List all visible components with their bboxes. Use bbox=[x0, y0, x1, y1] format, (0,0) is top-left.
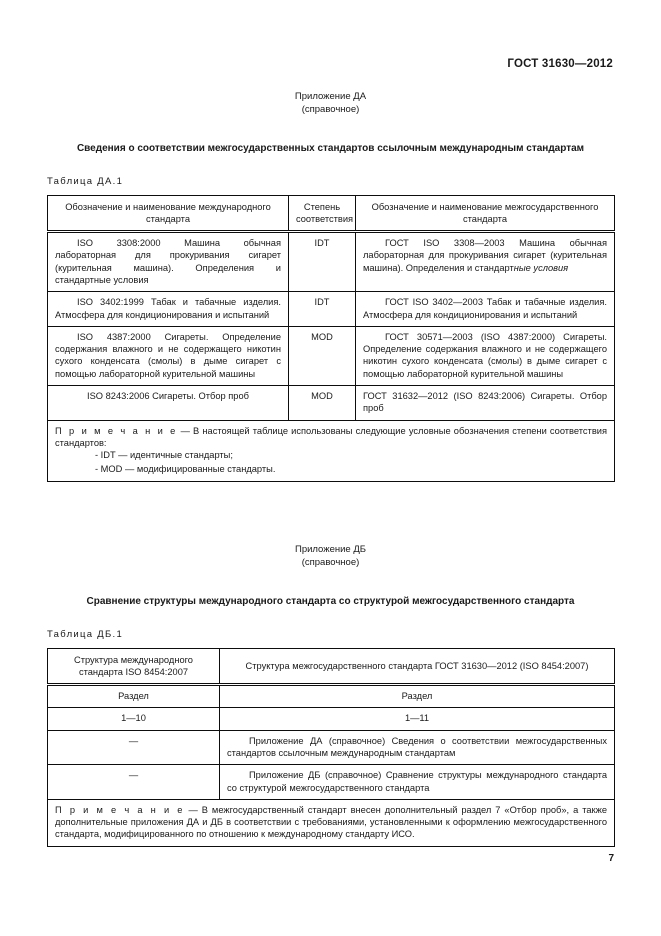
annex-db-caption-line2: (справочное) bbox=[301, 557, 360, 568]
cell-international-structure: — bbox=[48, 765, 220, 800]
column-header-international-standard: Обозначение и наименование международного стандарта bbox=[48, 195, 289, 232]
table-row bbox=[48, 326, 615, 385]
cell-international-structure: 1—10 bbox=[48, 708, 220, 730]
annex-db-table bbox=[47, 648, 615, 847]
cell-degree-of-conformity: MOD bbox=[289, 386, 356, 421]
cell-interstate-standard-italic: ные условия bbox=[513, 262, 569, 273]
cell-international-standard: ISO 8243:2006 Сигареты. Отбор проб bbox=[48, 386, 289, 421]
annex-da-section bbox=[47, 90, 614, 482]
table-row bbox=[48, 765, 615, 800]
cell-interstate-standard-main: ГОСТ ISO 3308—2003 Машина обычная лабораторная для прокуривания сигарет (курительная машина). Определения и стандарт bbox=[363, 238, 607, 273]
cell-interstate-structure: Раздел bbox=[220, 685, 615, 708]
column-header-interstate-structure: Структура межгосударственного стандарта ГОСТ 31630—2012 (ISO 8454:2007) bbox=[220, 648, 615, 685]
page-number: 7 bbox=[608, 853, 614, 864]
table-note-row bbox=[48, 420, 615, 482]
annex-db-caption-line1: Приложение ДБ bbox=[294, 544, 367, 555]
annex-db-table-note bbox=[48, 799, 615, 846]
cell-international-standard: ISO 4387:2000 Сигареты. Определение содержания влажного и не содержащего никотин сухого конденсата (смолы) в дыме сигарет с помощью лабораторной курительной машины bbox=[48, 326, 289, 385]
cell-degree-of-conformity: MOD bbox=[289, 326, 356, 385]
column-header-degree-of-conformity: Степень соответствия bbox=[289, 195, 356, 232]
document-header-standard-number: ГОСТ 31630—2012 bbox=[507, 58, 613, 70]
list-item: - IDT — идентичные стандарты; bbox=[95, 450, 233, 461]
annex-da-caption bbox=[47, 90, 614, 116]
annex-da-title: Сведения о соответствии межгосударственных стандартов ссылочным международным стандартам bbox=[76, 143, 585, 154]
note-heading: П р и м е ч а н и е bbox=[55, 425, 178, 436]
table-row bbox=[48, 685, 615, 708]
table-header-row bbox=[48, 648, 615, 685]
cell-interstate-standard: ГОСТ ISO 3402—2003 Табак и табачные изделия. Атмосфера для кондиционирования и испытаний bbox=[356, 292, 615, 327]
cell-degree-of-conformity: IDT bbox=[289, 232, 356, 292]
annex-da-table-label: Таблица ДА.1 bbox=[47, 175, 124, 187]
cell-interstate-standard: ГОСТ 31632—2012 (ISO 8243:2006) Сигареты. Отбор проб bbox=[356, 386, 615, 421]
annex-db-title: Сравнение структуры международного стандарта со структурой межгосударственного стандарта bbox=[86, 596, 575, 607]
table-header-row bbox=[48, 195, 615, 232]
column-header-interstate-standard: Обозначение и наименование межгосударственного стандарта bbox=[356, 195, 615, 232]
cell-interstate-structure: Приложение ДБ (справочное) Сравнение структуры международного стандарта со структурой межгосударственного стандарта bbox=[220, 765, 615, 800]
note-body: — В настоящей таблице использованы следующие условные обозначения степени соответствия стандартов: bbox=[55, 425, 607, 448]
cell-interstate-structure: 1—11 bbox=[220, 708, 615, 730]
cell-international-structure: Раздел bbox=[48, 685, 220, 708]
cell-degree-of-conformity: IDT bbox=[289, 292, 356, 327]
cell-interstate-standard bbox=[356, 232, 615, 292]
table-row bbox=[48, 232, 615, 292]
cell-international-structure: — bbox=[48, 730, 220, 765]
annex-da-caption-line2: (справочное) bbox=[301, 104, 360, 115]
table-row bbox=[48, 386, 615, 421]
table-row bbox=[48, 708, 615, 730]
cell-international-standard: ISO 3402:1999 Табак и табачные изделия. Атмосфера для кондиционирования и испытаний bbox=[48, 292, 289, 327]
table-note-row bbox=[48, 799, 615, 846]
list-item: - MOD — модифицированные стандарты. bbox=[95, 463, 276, 474]
table-row bbox=[48, 292, 615, 327]
annex-db-section bbox=[47, 543, 614, 847]
column-header-international-structure: Структура международного стандарта ISO 8454:2007 bbox=[48, 648, 220, 685]
annex-db-caption bbox=[47, 543, 614, 569]
annex-da-caption-line1: Приложение ДА bbox=[294, 91, 367, 102]
note-body: — В межгосударственный стандарт внесен дополнительный раздел 7 «Отбор проб», а также дополнительные приложения ДА и ДБ в соответствии с требованиями, установленными к оформлению межгосударственного стандарта, модифицированного по отношению к международному стандарту ИСО. bbox=[55, 804, 607, 840]
cell-interstate-standard: ГОСТ 30571—2003 (ISO 4387:2000) Сигареты. Определение содержания влажного и не содержащего никотин сухого конденсата (смолы) в дыме сигарет с помощью лабораторной курительной машины bbox=[356, 326, 615, 385]
table-row bbox=[48, 730, 615, 765]
annex-da-table-note bbox=[48, 420, 615, 482]
note-heading: П р и м е ч а н и е bbox=[55, 804, 185, 815]
note-abbreviation-list bbox=[55, 449, 607, 476]
annex-db-table-label: Таблица ДБ.1 bbox=[47, 628, 124, 640]
cell-international-standard: ISO 3308:2000 Машина обычная лабораторная для прокуривания сигарет (курительная машина). Определения и стандартные условия bbox=[48, 232, 289, 292]
cell-interstate-structure: Приложение ДА (справочное) Сведения о соответствии межгосударственных стандартов ссылочным международным стандартам bbox=[220, 730, 615, 765]
annex-da-table bbox=[47, 195, 615, 483]
